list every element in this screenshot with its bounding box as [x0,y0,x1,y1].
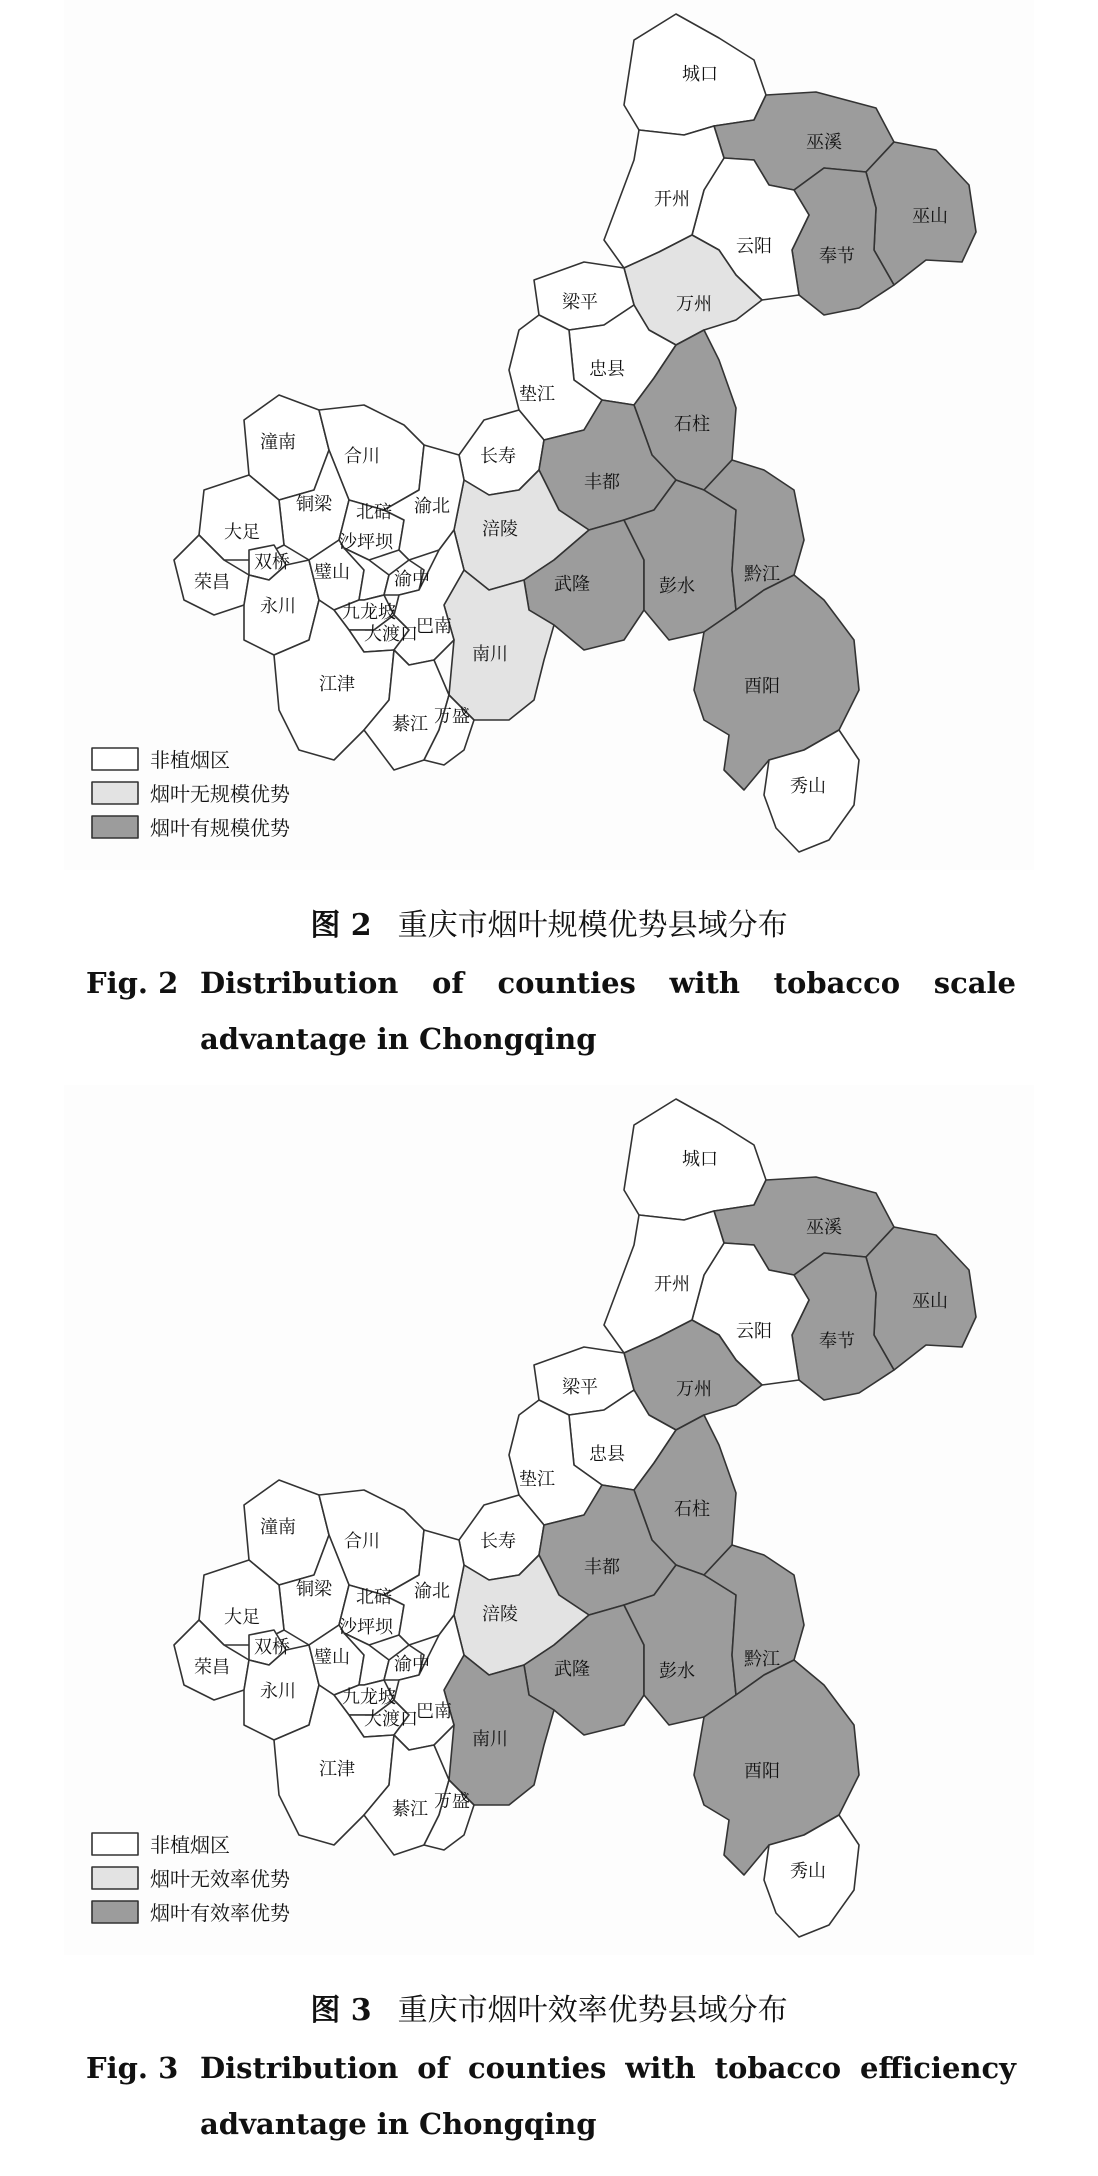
legend-swatch-light [92,1867,138,1889]
label-dianjiang: 垫江 [519,384,555,405]
label-banan: 巴南 [416,1701,452,1722]
fig3-legend [92,1833,290,1925]
label-tongliang: 铜梁 [296,494,332,515]
label-chengkou: 城口 [682,1149,718,1170]
label-tongnan: 潼南 [260,432,296,453]
label-fengjie: 奉节 [819,1331,855,1352]
label-chengkou: 城口 [682,64,718,85]
fig2-caption-zh [0,900,1098,944]
fig3-caption-en [86,2040,1016,2152]
fig3-caption-zh [0,1985,1098,2029]
label-dianjiang: 垫江 [519,1469,555,1490]
label-beibei: 北碚 [356,1587,392,1608]
label-hechuan: 合川 [344,1531,380,1552]
label-yuzhong: 渝中 [394,1654,430,1675]
label-liangping: 梁平 [562,292,598,313]
label-jiulongpo: 九龙坡 [342,1687,396,1708]
label-pengshui: 彭水 [659,1661,695,1682]
label-yuzhong: 渝中 [394,569,430,590]
fig3-map-svg [64,1085,1034,1955]
fig2-caption-en-text: Distribution of counties with tobacco scale advantage in Chongqing [200,966,1016,1056]
label-dazu: 大足 [224,522,260,543]
label-fengdu: 丰都 [584,1557,620,1578]
label-qijiang: 綦江 [392,1799,428,1820]
fig2-caption-zh-text: 重庆市烟叶规模优势县域分布 [397,908,788,943]
label-rongchang: 荣昌 [194,572,230,593]
label-banan: 巴南 [416,616,452,637]
label-changshou: 长寿 [480,1531,516,1552]
label-wulong: 武隆 [554,574,590,595]
label-shuangqiao: 双桥 [254,552,290,573]
label-yunyang: 云阳 [736,1321,772,1342]
label-bishan: 璧山 [314,562,350,583]
label-shuangqiao: 双桥 [254,1637,290,1658]
label-wushan: 巫山 [912,206,948,227]
fig3-caption-en-number: Fig. 3 [86,2051,179,2085]
legend-label-none: 非植烟区 [150,1833,230,1857]
label-wuxi: 巫溪 [806,132,842,153]
legend-swatch-dark [92,1901,138,1923]
fig3-caption-zh-number: 图 3 [310,1993,372,2028]
label-qianjiang: 黔江 [744,564,780,585]
label-xiushan: 秀山 [790,1861,826,1882]
legend-label-dark: 烟叶有规模优势 [150,816,290,840]
label-yongchuan: 永川 [260,1681,296,1702]
fig2-legend [92,748,290,840]
label-yubei: 渝北 [414,1581,450,1602]
fig3-map [64,1085,1034,1955]
legend-swatch-dark [92,816,138,838]
fig3-caption-zh-text: 重庆市烟叶效率优势县域分布 [397,1993,788,2028]
label-hechuan: 合川 [344,446,380,467]
label-yunyang: 云阳 [736,236,772,257]
label-changshou: 长寿 [480,446,516,467]
fig2-caption-zh-number: 图 2 [310,908,372,943]
label-fengdu: 丰都 [584,472,620,493]
label-youyang: 酉阳 [744,676,780,697]
label-yubei: 渝北 [414,496,450,517]
label-shapingba: 沙坪坝 [339,532,393,553]
label-qijiang: 綦江 [392,714,428,735]
label-youyang: 酉阳 [744,1761,780,1782]
label-wansheng: 万盛 [434,1791,470,1812]
label-beibei: 北碚 [356,502,392,523]
fig2-map [64,0,1034,870]
label-dazu: 大足 [224,1607,260,1628]
label-wushan: 巫山 [912,1291,948,1312]
label-fuling: 涪陵 [482,519,518,540]
label-wuxi: 巫溪 [806,1217,842,1238]
label-wansheng: 万盛 [434,706,470,727]
label-qianjiang: 黔江 [744,1649,780,1670]
label-jiangjin: 江津 [319,1759,355,1780]
legend-label-none: 非植烟区 [150,748,230,772]
label-wanzhou: 万州 [676,294,712,315]
label-kaizhou: 开州 [654,1274,690,1295]
fig2-map-svg [64,0,1034,870]
legend-label-dark: 烟叶有效率优势 [150,1901,290,1925]
label-zhongxian: 忠县 [589,1444,625,1465]
label-shizhu: 石柱 [674,1499,710,1520]
label-shapingba: 沙坪坝 [339,1617,393,1638]
label-fuling: 涪陵 [482,1604,518,1625]
label-rongchang: 荣昌 [194,1657,230,1678]
label-tongnan: 潼南 [260,1517,296,1538]
legend-swatch-none [92,748,138,770]
label-pengshui: 彭水 [659,576,695,597]
label-kaizhou: 开州 [654,189,690,210]
label-xiushan: 秀山 [790,776,826,797]
legend-label-light: 烟叶无效率优势 [150,1867,290,1891]
label-jiulongpo: 九龙坡 [342,602,396,623]
label-bishan: 璧山 [314,1647,350,1668]
label-nanchuan: 南川 [472,1729,508,1750]
label-liangping: 梁平 [562,1377,598,1398]
legend-swatch-none [92,1833,138,1855]
label-dadukou: 大渡口 [364,1709,418,1730]
label-nanchuan: 南川 [472,644,508,665]
label-wulong: 武隆 [554,1659,590,1680]
label-jiangjin: 江津 [319,674,355,695]
fig2-caption-en-number: Fig. 2 [86,966,179,1000]
label-zhongxian: 忠县 [589,359,625,380]
fig3-caption-en-text: Distribution of counties with tobacco efficiency advantage in Chongqing [200,2051,1016,2141]
label-shizhu: 石柱 [674,414,710,435]
legend-swatch-light [92,782,138,804]
legend-label-light: 烟叶无规模优势 [150,782,290,806]
label-wanzhou: 万州 [676,1379,712,1400]
label-dadukou: 大渡口 [364,624,418,645]
label-yongchuan: 永川 [260,596,296,617]
label-tongliang: 铜梁 [296,1579,332,1600]
label-fengjie: 奉节 [819,246,855,267]
fig2-caption-en [86,955,1016,1067]
